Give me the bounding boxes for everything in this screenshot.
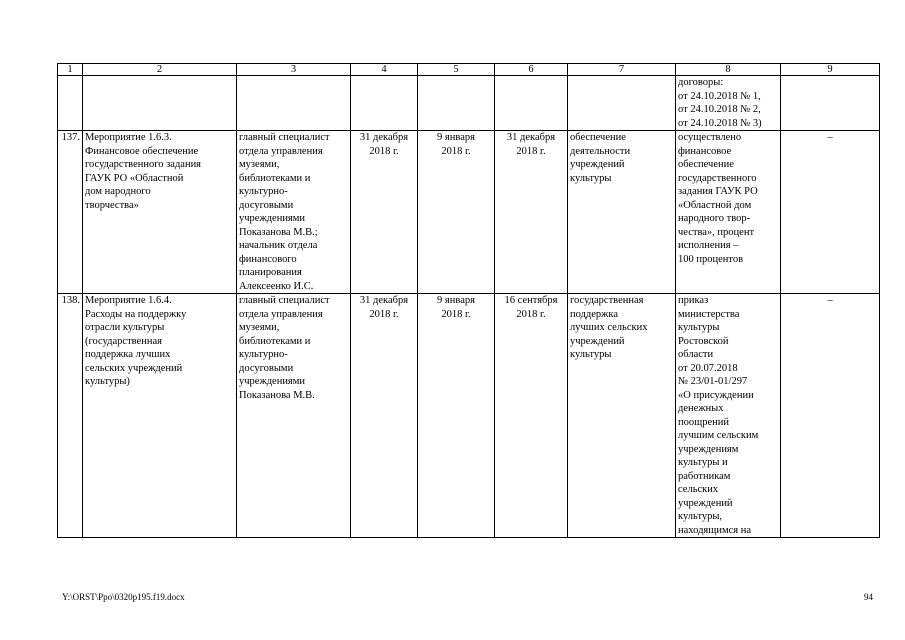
col-header-7: 7 (568, 64, 676, 76)
report-table (57, 63, 880, 538)
header-row (58, 64, 880, 76)
responsible-cell (237, 76, 351, 131)
start-date-cell (351, 76, 418, 131)
start-date-cell: 31 декабря 2018 г. (351, 131, 418, 294)
activity-cell: Мероприятие 1.6.4. Расходы на поддержку отрасли культуры (государственная поддержка лучших сельских учреждений культуры) (83, 294, 237, 538)
col-header-5: 5 (418, 64, 495, 76)
col-header-4: 4 (351, 64, 418, 76)
col-header-6: 6 (495, 64, 568, 76)
activity-cell: Мероприятие 1.6.3. Финансовое обеспечение государственного задания ГАУК РО «Областной дом народного творчества» (83, 131, 237, 294)
col-header-8: 8 (676, 64, 781, 76)
document-cell: осуществлено финансовое обеспечение государственного задания ГАУК РО «Областной дом народного твор- чества», процент исполнения – 100 процентов (676, 131, 781, 294)
footer-file-path: Y:\ORST\Ppo\0320p195.f19.docx (62, 592, 185, 602)
table-row (58, 131, 880, 294)
fact-end-date-cell: 31 декабря 2018 г. (495, 131, 568, 294)
note-cell: – (781, 131, 880, 294)
fact-end-date-cell: 16 сентября 2018 г. (495, 294, 568, 538)
note-cell (781, 76, 880, 131)
page-number: 94 (864, 592, 873, 602)
col-header-9: 9 (781, 64, 880, 76)
result-cell (568, 76, 676, 131)
col-header-2: 2 (83, 64, 237, 76)
plan-end-date-cell: 9 января 2018 г. (418, 131, 495, 294)
col-header-1: 1 (58, 64, 83, 76)
plan-end-date-cell (418, 76, 495, 131)
row-number: 137. (58, 131, 83, 294)
responsible-cell: главный специалист отдела управления музеями, библиотеками и культурно- досуговыми учреждениями Показанова М.В. (237, 294, 351, 538)
table-row (58, 294, 880, 538)
start-date-cell: 31 декабря 2018 г. (351, 294, 418, 538)
document-cell: договоры: от 24.10.2018 № 1, от 24.10.2018 № 2, от 24.10.2018 № 3) (676, 76, 781, 131)
table-row (58, 76, 880, 131)
document-cell: приказ министерства культуры Ростовской области от 20.07.2018 № 23/01-01/297 «О присуждении денежных поощрений лучшим сельским учреждениям культуры и работникам сельских учреждений культуры, находящимся на (676, 294, 781, 538)
note-cell: – (781, 294, 880, 538)
col-header-3: 3 (237, 64, 351, 76)
activity-cell (83, 76, 237, 131)
plan-end-date-cell: 9 января 2018 г. (418, 294, 495, 538)
responsible-cell: главный специалист отдела управления музеями, библиотеками и культурно- досуговыми учреждениями Показанова М.В.; начальник отдела финансового планирования Алексеенко И.С. (237, 131, 351, 294)
row-number: 138. (58, 294, 83, 538)
fact-end-date-cell (495, 76, 568, 131)
result-cell: обеспечение деятельности учреждений культуры (568, 131, 676, 294)
result-cell: государственная поддержка лучших сельских учреждений культуры (568, 294, 676, 538)
row-number (58, 76, 83, 131)
